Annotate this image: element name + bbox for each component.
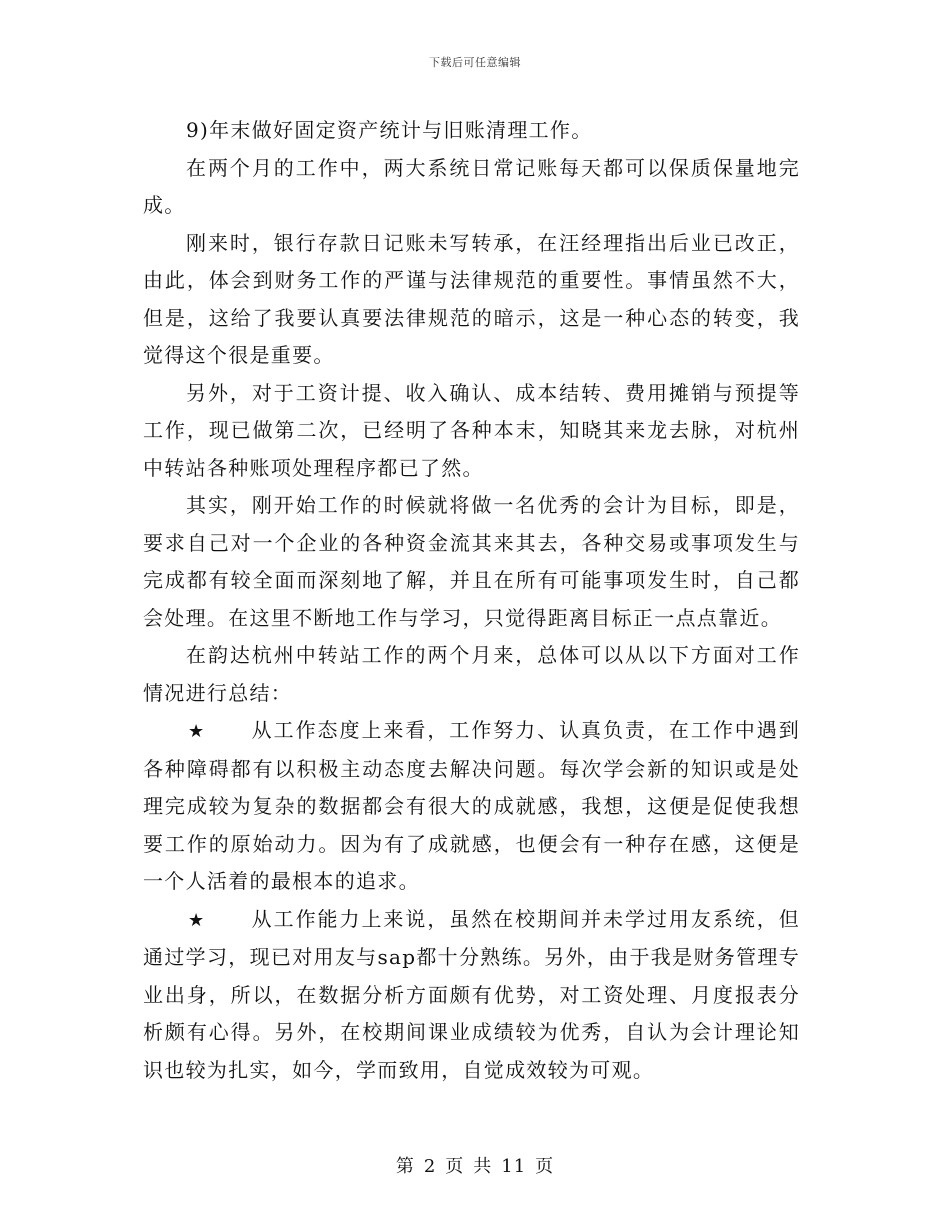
- paragraph-payroll: 另外，对于工资计提、收入确认、成本结转、费用摊销与预提等工作，现已做第二次，已经明了各种本末，知晓其来龙去脉，对杭州中转站各种账项处理程序都已了然。: [143, 380, 800, 480]
- page-header-note: 下载后可任意编辑: [429, 56, 521, 69]
- footer-total-prefix: 共: [473, 1156, 493, 1177]
- star-icon: ★: [188, 909, 206, 931]
- paragraph-goal: 其实，刚开始工作的时候就将做一名优秀的会计为目标，即是，要求自己对一个企业的各种资金流其来其去，各种交易或事项发生与完成都有较全面而深刻地了解，并且在所有可能事项发生时，自己都会处理。在这里不断地工作与学习，只觉得距离目标正一点点靠近。: [143, 493, 800, 630]
- document-body: [143, 112, 800, 1089]
- bullet-text: 从工作态度上来看，工作努力、认真负责，在工作中遇到各种障碍都有以积极主动态度去解决问题。每次学会新的知识或是处理完成较为复杂的数据都会有很大的成就感，我想，这便是促使我想要工作的原始动力。因为有了成就感，也便会有一种存在感，这便是一个人活着的最根本的追求。: [143, 718, 800, 893]
- footer-page-suffix: 页: [445, 1156, 465, 1177]
- bullet-text: 从工作能力上来说，虽然在校期间并未学过用友系统，但通过学习，现已对用友与sap都十分熟练。另外，由于我是财务管理专业出身，所以，在数据分析方面颇有优势，对工资处理、月度报表分析颇有心得。另外，在校期间课业成绩较为优秀，自认为会计理论知识也较为扎实，如今，学而致用，自觉成效较为可观。: [143, 906, 800, 1082]
- paragraph-daily-bookkeeping: 在两个月的工作中，两大系统日常记账每天都可以保质保量地完成。: [143, 155, 800, 217]
- bullet-work-attitude: [143, 712, 800, 901]
- total-pages: 11: [501, 1156, 527, 1177]
- footer-total-suffix: 页: [535, 1156, 555, 1177]
- star-icon: ★: [188, 721, 206, 742]
- page-number: 2: [423, 1156, 437, 1177]
- footer-prefix: 第: [395, 1156, 415, 1177]
- paragraph-summary-intro: 在韵达杭州中转站工作的两个月来，总体可以从以下方面对工作情况进行总结：: [143, 643, 800, 705]
- bullet-work-ability: [143, 901, 800, 1090]
- page-footer: [0, 1152, 950, 1178]
- paragraph-bank-journal: 刚来时，银行存款日记账未写转承，在汪经理指出后业已改正，由此，体会到财务工作的严谨与法律规范的重要性。事情虽然不大，但是，这给了我要认真要法律规范的暗示，这是一种心态的转变，我觉得这个很是重要。: [143, 230, 800, 367]
- paragraph-item-9: 9)年末做好固定资产统计与旧账清理工作。: [186, 118, 593, 142]
